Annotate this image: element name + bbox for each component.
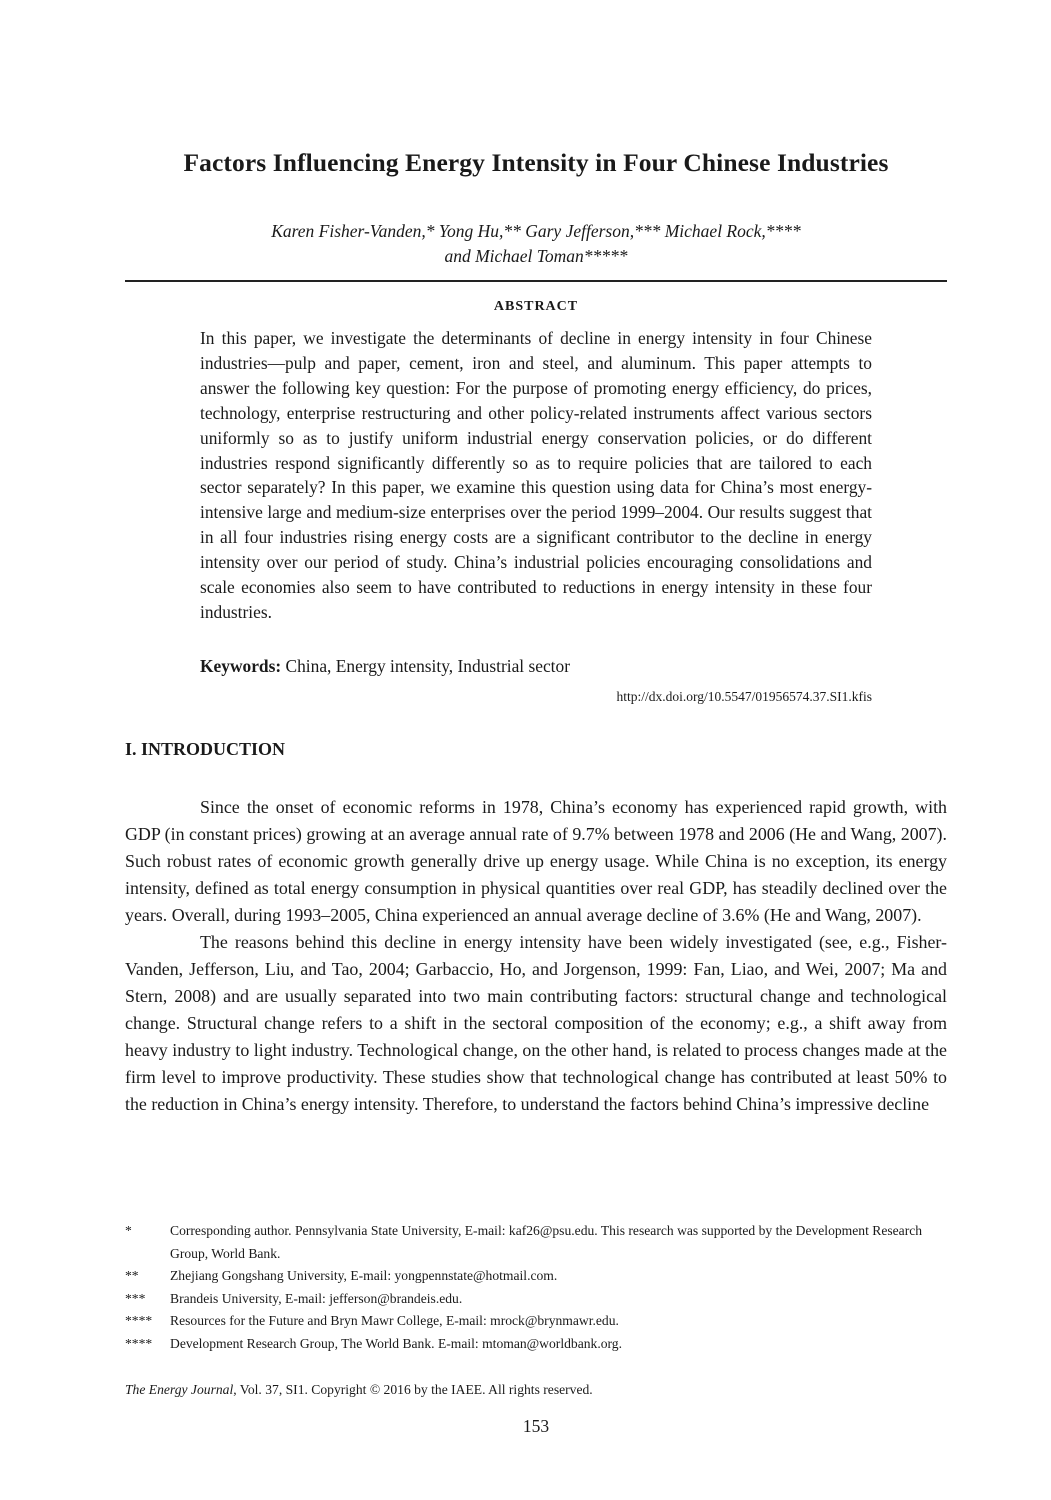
footnote-text: Corresponding author. Pennsylvania State University, E-mail: kaf26@psu.edu. This research was supported by the Development Research Group, World Bank.: [170, 1223, 923, 1261]
citation-details: , Vol. 37, SI1. Copyright © 2016 by the IAEE. All rights reserved.: [233, 1382, 593, 1397]
header-rule: [125, 280, 947, 282]
keywords-label: Keywords:: [200, 656, 282, 676]
footnote-mark: ****: [125, 1335, 153, 1351]
author-line-1: Karen Fisher-Vanden,* Yong Hu,** Gary Jefferson,*** Michael Rock,****: [271, 221, 801, 241]
doi-link[interactable]: http://dx.doi.org/10.5547/01956574.37.SI1.kfis: [616, 689, 872, 704]
footnote-mark: *: [125, 1223, 132, 1238]
footnote: [125, 1333, 947, 1356]
body-text: [125, 794, 947, 1118]
journal-citation: [125, 1382, 947, 1398]
footnote-text: Brandeis University, E-mail: jefferson@brandeis.edu.: [170, 1290, 463, 1306]
page-number: 153: [522, 1416, 550, 1436]
section-heading: I. INTRODUCTION: [125, 739, 286, 759]
keywords: [200, 656, 872, 677]
journal-name: The Energy Journal: [125, 1382, 234, 1397]
footnote-text: Zhejiang Gongshang University, E-mail: yongpennstate@hotmail.com.: [170, 1268, 558, 1283]
author-list: [120, 219, 952, 269]
footnote-text: Resources for the Future and Bryn Mawr College, E-mail: mrock@brynmawr.edu.: [170, 1313, 619, 1328]
footnote: [125, 1265, 947, 1288]
footnote-mark: **: [125, 1268, 139, 1283]
footnote-mark: ****: [125, 1313, 153, 1328]
footnotes: [125, 1220, 947, 1355]
author-line-2: and Michael Toman*****: [444, 246, 628, 266]
body-paragraph: The reasons behind this decline in energy intensity have been widely investigated (see, e.g., Fisher-Vanden, Jefferson, Liu, and Tao, 2004; Garbaccio, Ho, and Jorgenson, 1999: Fan, Liao, and Wei, 2007; Ma and Stern, 2008) and are usually separated into two main contributing factors: structural change and technological change. Structural change refers to a shift in the sectoral composition of the economy; e.g., a shift away from heavy industry to light industry. Technological change, on the other hand, is related to process changes made at the firm level to improve productivity. These studies show that technological change has contributed at least 50% to the reduction in China’s energy intensity. Therefore, to understand the factors behind China’s impressive decline: [125, 932, 947, 1114]
keywords-values: China, Energy intensity, Industrial sector: [285, 656, 570, 676]
paper-title: Factors Influencing Energy Intensity in Four Chinese Industries: [183, 148, 889, 177]
footnote-mark: ***: [125, 1290, 146, 1306]
footnote: [125, 1220, 947, 1265]
body-paragraph: Since the onset of economic reforms in 1978, China’s economy has experienced rapid growth, with GDP (in constant prices) growing at an average annual rate of 9.7% between 1978 and 2006 (He and Wang, 2007). Such robust rates of economic growth generally drive up energy usage. While China is no exception, its energy intensity, defined as total energy consumption in physical quantities over real GDP, has steadily declined over the years. Overall, during 1993–2005, China experienced an annual average decline of 3.6% (He and Wang, 2007).: [125, 797, 947, 925]
abstract-text: In this paper, we investigate the determinants of decline in energy intensity in four Chinese industries—pulp and paper, cement, iron and steel, and aluminum. This paper attempts to answer the following key question: For the purpose of promoting energy efficiency, do prices, technology, enterprise restructuring and other policy-related instruments affect various sectors uniformly so as to justify uniform industrial energy conservation policies, or do different industries respond significantly differently so as to require policies that are tailored to each sector separately? In this paper, we examine this question using data for China’s most energy-intensive large and medium-size enterprises over the period 1999–2004. Our results suggest that in all four industries rising energy costs are a significant contributor to the decline in energy intensity over our period of study. China’s industrial policies encouraging consolidations and scale economies also seem to have contributed to reductions in energy intensity in these four industries.: [200, 328, 872, 622]
footnote: [125, 1288, 947, 1311]
footnote-text: Development Research Group, The World Bank. E-mail: mtoman@worldbank.org.: [170, 1335, 622, 1351]
footnote: [125, 1310, 947, 1333]
abstract-heading: ABSTRACT: [493, 299, 579, 314]
